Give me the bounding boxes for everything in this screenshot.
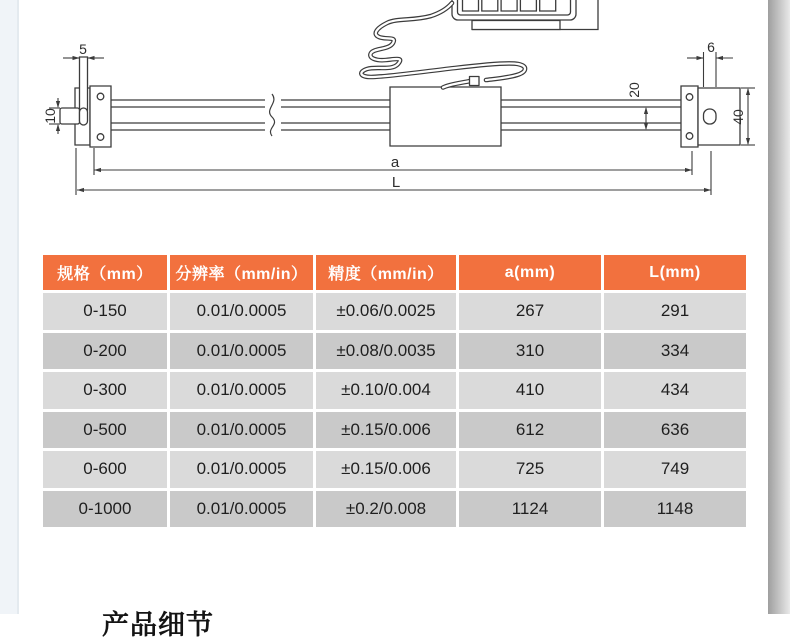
dim-label-L: L [391,174,401,191]
break-mark-icon [265,94,281,136]
section-heading: 产品细节 [102,610,214,640]
reading-head [390,87,501,146]
left-mounting-bracket [60,57,111,147]
table-cell: ±0.10/0.004 [316,372,456,409]
table-cell: 0.01/0.0005 [170,412,313,449]
table-cell: 0-600 [43,451,167,488]
table-cell: 334 [604,333,746,370]
table-cell: 1124 [459,491,601,528]
column-header: 规格（mm） [43,255,167,290]
table-cell: ±0.06/0.0025 [316,293,456,330]
table-cell: 0-150 [43,293,167,330]
table-cell: 0.01/0.0005 [170,451,313,488]
linear-scale-technical-drawing [0,0,790,250]
table-cell: 612 [459,412,601,449]
table-cell: 0-1000 [43,491,167,528]
display-buttons [463,0,556,11]
cable-clamp [470,77,480,86]
table-cell: ±0.15/0.006 [316,451,456,488]
table-cell: 0.01/0.0005 [170,491,313,528]
dim-label-5: 5 [79,41,87,57]
column-header: 分辨率（mm/in） [170,255,313,290]
column-header: a(mm) [459,255,601,290]
column-header: L(mm) [604,255,746,290]
table-cell: 1148 [604,491,746,528]
table-cell: 0.01/0.0005 [170,372,313,409]
table-cell: 0.01/0.0005 [170,293,313,330]
table-cell: ±0.08/0.0035 [316,333,456,370]
column-header: 精度（mm/in） [316,255,456,290]
table-cell: 434 [604,372,746,409]
table-cell: 636 [604,412,746,449]
table-cell: 0-300 [43,372,167,409]
dim-label-6: 6 [707,39,715,55]
table-cell: 267 [459,293,601,330]
table-cell: 0-500 [43,412,167,449]
table-cell: 291 [604,293,746,330]
table-cell: ±0.15/0.006 [316,412,456,449]
dim-label-10: 10 [42,108,58,124]
table-cell: 410 [459,372,601,409]
specification-table [43,255,746,527]
dim-label-40: 40 [730,109,746,125]
table-cell: ±0.2/0.008 [316,491,456,528]
table-cell: 0-200 [43,333,167,370]
table-cell: 310 [459,333,601,370]
display-unit [452,0,598,30]
dim-label-20: 20 [626,82,642,98]
table-cell: 725 [459,451,601,488]
dim-label-a: a [390,154,400,171]
table-cell: 749 [604,451,746,488]
table-cell: 0.01/0.0005 [170,333,313,370]
